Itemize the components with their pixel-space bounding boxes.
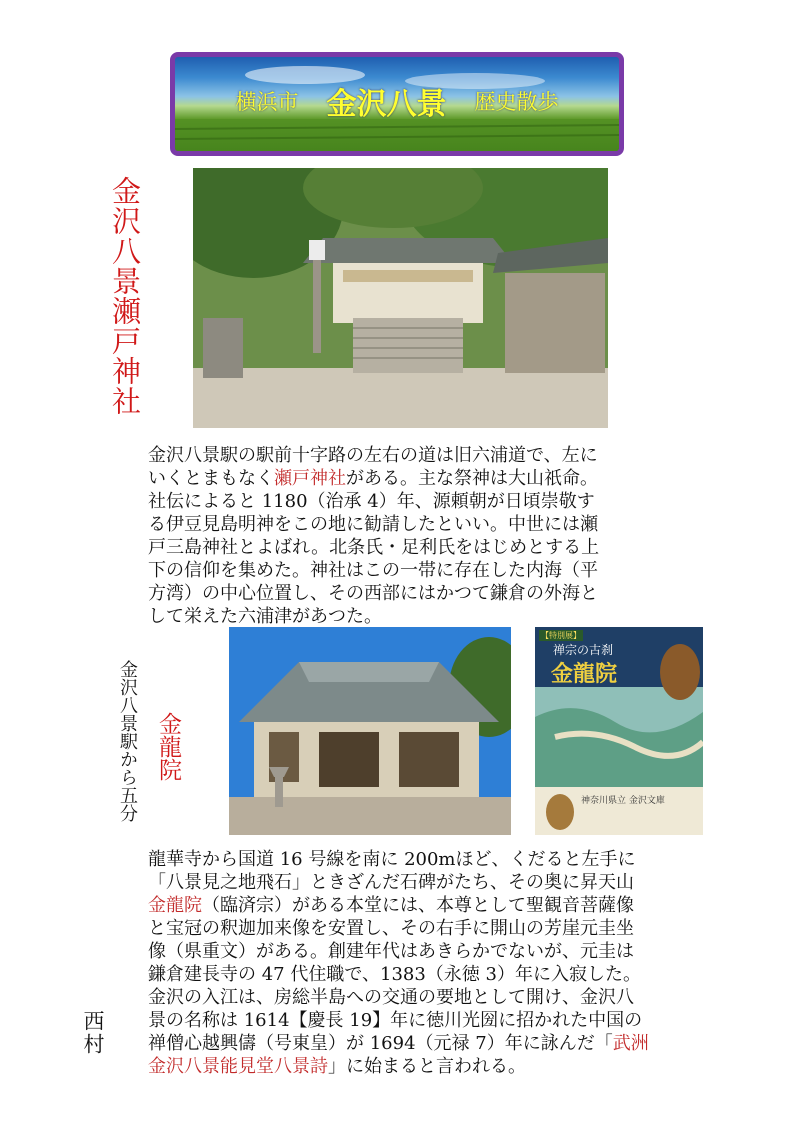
seto-shrine-description	[148, 444, 599, 628]
kinryu-temple-photo	[229, 627, 511, 835]
author-name: 西村	[81, 1010, 105, 1056]
text-line: 金沢の入江は、房総半島への交通の要地として開け、金沢八	[148, 987, 634, 1008]
text-line: いくとまもなく瀬戸神社がある。主な祭神は大山祇命。	[148, 468, 598, 489]
banner-heading	[175, 79, 619, 123]
text-line: して栄えた六浦津があつた。	[148, 606, 382, 627]
text-line: 戸三島神社とよばれ。北条氏・足利氏をはじめとする上	[148, 537, 600, 558]
exhibition-poster	[535, 627, 703, 835]
text-line: 鎌倉建長寺の 47 代住職で、1383（永徳 3）年に入寂した。	[148, 964, 641, 985]
text-line: 下の信仰を集めた。神社はこの一帯に存在した内海（平	[148, 560, 598, 581]
title-banner	[170, 52, 624, 156]
text-line: 金沢八景能見堂八景詩」に始まると言われる。	[148, 1056, 526, 1077]
text-line: る伊豆見島明神をこの地に勧請したといい。中世には瀬	[148, 514, 598, 535]
text-line: 像（県重文）がある。創建年代はあきらかでないが、元圭は	[148, 941, 634, 962]
text-line: 金沢八景駅の駅前十字路の左右の道は旧六浦道で、左に	[148, 445, 598, 466]
poster-title: 金龍院	[551, 662, 618, 687]
banner-main-title: 金沢八景	[326, 87, 447, 122]
text-line: 景の名称は 1614【慶長 19】年に徳川光圀に招かれた中国の	[148, 1010, 643, 1031]
seto-shrine-name: 瀬戸神社	[274, 468, 346, 489]
banner-subtitle: 歴史散歩	[474, 90, 559, 114]
text-line: 禅僧心越興儔（号東皇）が 1694（元禄 7）年に詠んだ「武洲	[148, 1033, 649, 1054]
kinryu-in-description	[148, 848, 649, 1078]
seto-shrine-photo	[193, 168, 608, 428]
poem-title: 金沢八景能見堂八景詩	[148, 1056, 328, 1077]
text-line: 金龍院（臨済宗）がある本堂には、本尊として聖観音菩薩像	[148, 895, 634, 916]
text-line: 龍華寺から国道 16 号線を南に 200mほど、くだると左手に	[148, 849, 636, 870]
poster-subtitle: 禅宗の古刹	[553, 643, 614, 657]
access-note: 金沢八景駅から五分	[117, 660, 138, 822]
poster-footer: 神奈川県立 金沢文庫	[581, 796, 665, 806]
poster-tag: 【特別展】	[541, 631, 581, 640]
text-line: 「八景見之地飛石」ときざんだ石碑がたち、その奥に昇天山	[148, 872, 634, 893]
kinryu-in-title: 金龍院	[155, 712, 181, 781]
kinryu-in-name: 金龍院	[148, 895, 202, 916]
text-line: 社伝によると 1180（治承 4）年、源頼朝が日頃崇敬す	[148, 491, 595, 512]
banner-city: 横浜市	[235, 90, 299, 114]
seto-shrine-title: 金沢八景瀬戸神社	[108, 176, 142, 416]
text-line: と宝冠の釈迦加来像を安置し、その右手に開山の芳崖元圭坐	[148, 918, 634, 939]
text-line: 方湾）の中心位置し、その西部にはかつて鎌倉の外海と	[148, 583, 598, 604]
